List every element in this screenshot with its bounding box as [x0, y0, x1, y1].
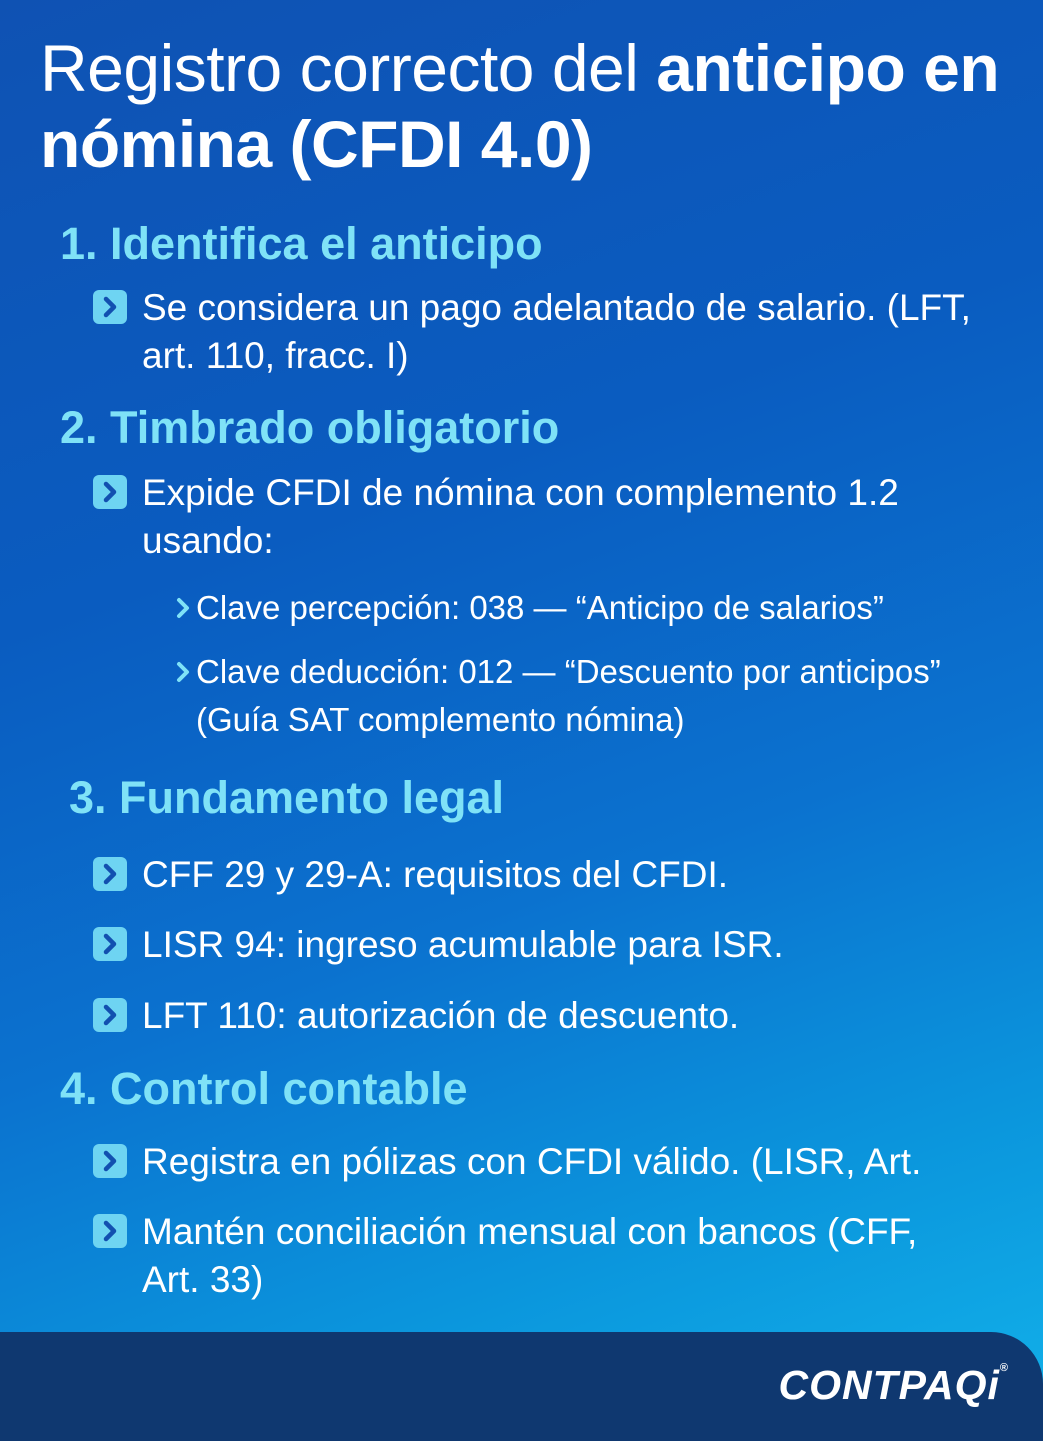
title-regular: Registro correcto del	[40, 31, 657, 105]
section-heading-1: 1. Identifica el anticipo	[60, 218, 543, 269]
page-title	[40, 30, 1015, 182]
footer-bar	[0, 1332, 1043, 1441]
chevron-right-icon	[175, 588, 193, 633]
bullet-text: Se considera un pago adelantado de salario. (LFT, art. 110, fracc. I)	[142, 287, 971, 376]
section-heading-2: 2. Timbrado obligatorio	[60, 402, 560, 453]
bullet-text: LFT 110: autorización de descuento.	[142, 995, 740, 1036]
title-bold: anticipo en nómina (CFDI 4.0)	[40, 31, 1000, 181]
registered-mark: ®	[999, 1362, 1009, 1374]
bullet-text: Mantén conciliación mensual con bancos (CFF, Art. 33)	[142, 1211, 918, 1300]
logo-text: CONTPAQi	[778, 1362, 1000, 1408]
chevron-right-icon	[93, 857, 127, 891]
chevron-right-icon	[93, 927, 127, 961]
bullet-text: CFF 29 y 29-A: requisitos del CFDI.	[142, 854, 729, 895]
chevron-right-icon	[93, 475, 127, 509]
chevron-right-icon	[93, 998, 127, 1032]
bullet-text: Expide CFDI de nómina con complemento 1.2 usando:	[142, 472, 899, 561]
chevron-right-icon	[93, 290, 127, 324]
sub-bullet-text: Clave deducción: 012 — “Descuento por anticipos” (Guía SAT complemento nómina)	[196, 653, 941, 738]
sub-bullet-text: Clave percepción: 038 — “Anticipo de salarios”	[196, 589, 884, 626]
chevron-right-icon	[93, 1144, 127, 1178]
bullet-text: Registra en pólizas con CFDI válido. (LISR, Art.	[142, 1141, 922, 1182]
brand-logo	[779, 1362, 1009, 1409]
chevron-right-icon	[175, 652, 193, 697]
section-heading-4: 4. Control contable	[60, 1063, 468, 1114]
bullet-text: LISR 94: ingreso acumulable para ISR.	[142, 924, 784, 965]
section-heading-3: 3. Fundamento legal	[69, 772, 505, 823]
chevron-right-icon	[93, 1214, 127, 1248]
